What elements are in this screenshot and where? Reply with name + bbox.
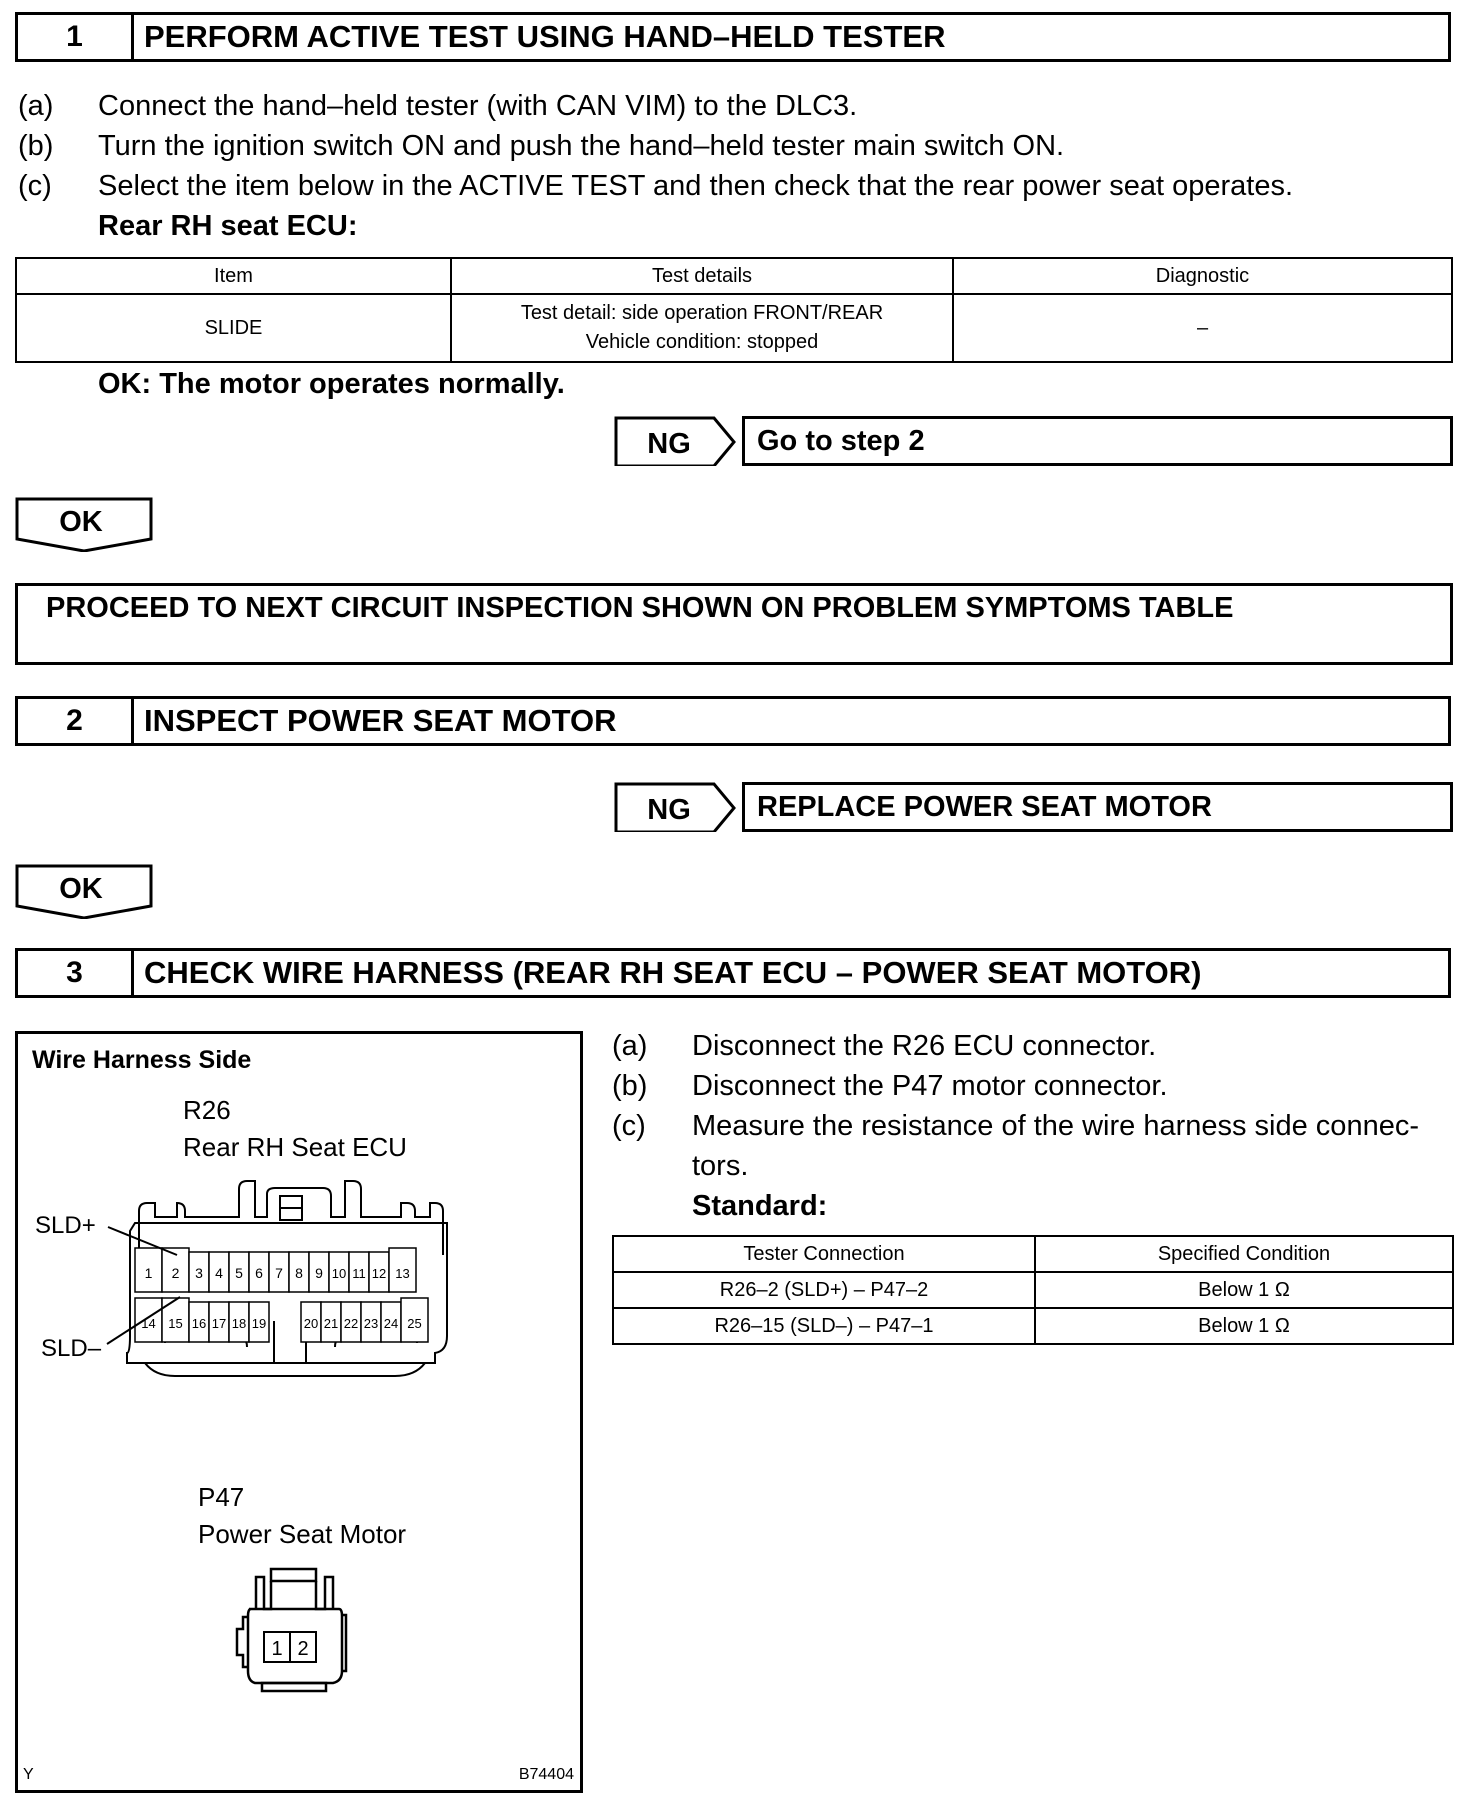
ng-arrow-1 (614, 416, 738, 466)
r26-pin: 5 (235, 1265, 243, 1281)
r26-pin: 6 (255, 1265, 263, 1281)
r26-pin: 15 (168, 1316, 183, 1331)
cell-item: SLIDE (16, 294, 451, 362)
active-test-table (15, 257, 1453, 363)
figure-id: B74404 (518, 1766, 574, 1783)
ok-criteria: OK: The motor operates normally. (98, 368, 565, 400)
step-title: PERFORM ACTIVE TEST USING HAND–HELD TESTER (144, 19, 946, 54)
r26-pin: 16 (191, 1316, 207, 1331)
table-header-row (16, 258, 1452, 294)
r26-pin: 8 (295, 1265, 303, 1281)
standard-label: Standard: (692, 1190, 828, 1222)
step-2-header (15, 696, 1451, 746)
r26-pin: 3 (195, 1265, 203, 1281)
r26-pin: 17 (211, 1316, 227, 1331)
ng-label: NG (647, 794, 691, 826)
r26-pin: 19 (251, 1316, 267, 1331)
r26-pin: 9 (315, 1265, 323, 1281)
r26-pin: 2 (171, 1265, 180, 1281)
header-tester-connection: Tester Connection (613, 1236, 1035, 1272)
step-number: 3 (18, 951, 134, 995)
instruction-c-continued: tors. (692, 1150, 749, 1182)
cell-connection: R26–2 (SLD+) – P47–2 (613, 1272, 1035, 1308)
table-row (613, 1272, 1453, 1308)
wire-harness-diagram (15, 1031, 583, 1793)
connector-r26-name: Rear RH Seat ECU (183, 1132, 407, 1162)
header-test-details: Test details (451, 258, 953, 294)
r26-pin: 13 (395, 1266, 410, 1281)
p47-pin-2: 2 (297, 1638, 309, 1660)
pin-label-sld-plus: SLD+ (35, 1212, 96, 1239)
subheading-rear-rh-seat-ecu: Rear RH seat ECU: (98, 210, 358, 242)
resistance-table (612, 1235, 1454, 1345)
ng-label: NG (647, 428, 691, 460)
r26-pin: 7 (275, 1265, 283, 1281)
ok-label: OK (59, 506, 103, 538)
r26-pin: 18 (231, 1316, 247, 1331)
step-title: INSPECT POWER SEAT MOTOR (144, 703, 617, 738)
step-3-header (15, 948, 1451, 998)
ok-arrow-2 (15, 864, 155, 919)
connector-p47-pins (264, 1632, 316, 1662)
diagram-title: Wire Harness Side (32, 1046, 252, 1074)
r26-pin: 23 (363, 1316, 379, 1331)
step-title: CHECK WIRE HARNESS (REAR RH SEAT ECU – POWER SEAT MOTOR) (144, 955, 1202, 990)
cell-condition: Below 1 Ω (1035, 1308, 1453, 1344)
connector-p47-name: Power Seat Motor (198, 1519, 407, 1549)
r26-pin: 4 (215, 1265, 223, 1281)
r26-pin: 12 (371, 1266, 387, 1281)
r26-pin: 21 (323, 1316, 339, 1331)
header-item: Item (16, 258, 451, 294)
ok-arrow-1 (15, 497, 155, 552)
ok-action-proceed[interactable]: PROCEED TO NEXT CIRCUIT INSPECTION SHOWN ON PROBLEM SYMPTOMS TABLE (15, 583, 1453, 665)
step-number: 2 (18, 699, 134, 743)
corner-code-left: Y (23, 1766, 34, 1783)
cell-diagnostic: – (953, 294, 1452, 362)
p47-pin-1: 1 (271, 1638, 283, 1660)
r26-pin: 25 (407, 1316, 422, 1331)
ok-label: OK (59, 873, 103, 905)
r26-pin: 10 (331, 1266, 347, 1281)
step-1-header (15, 12, 1451, 62)
table-header-row (613, 1236, 1453, 1272)
table-row (16, 294, 1452, 362)
step-number: 1 (18, 15, 134, 59)
r26-pin: 14 (141, 1316, 156, 1331)
cell-condition: Below 1 Ω (1035, 1272, 1453, 1308)
connector-p47-code: P47 (198, 1482, 245, 1512)
ng-action-go-to-step-2[interactable]: Go to step 2 (742, 416, 1453, 466)
ng-action-replace-motor[interactable]: REPLACE POWER SEAT MOTOR (742, 782, 1453, 832)
r26-pin: 20 (303, 1316, 319, 1331)
r26-pin: 1 (144, 1265, 153, 1281)
cell-test-details: Test detail: side operation FRONT/REAR Vehicle condition: stopped (451, 294, 953, 362)
r26-pin: 22 (343, 1316, 359, 1331)
header-diagnostic: Diagnostic (953, 258, 1452, 294)
header-specified-condition: Specified Condition (1035, 1236, 1453, 1272)
table-row (613, 1308, 1453, 1344)
pin-label-sld-minus: SLD– (41, 1335, 102, 1362)
cell-connection: R26–15 (SLD–) – P47–1 (613, 1308, 1035, 1344)
ng-arrow-2 (614, 782, 738, 832)
r26-pin: 11 (352, 1266, 366, 1281)
connector-r26-code: R26 (183, 1095, 231, 1125)
r26-pin: 24 (383, 1316, 399, 1331)
